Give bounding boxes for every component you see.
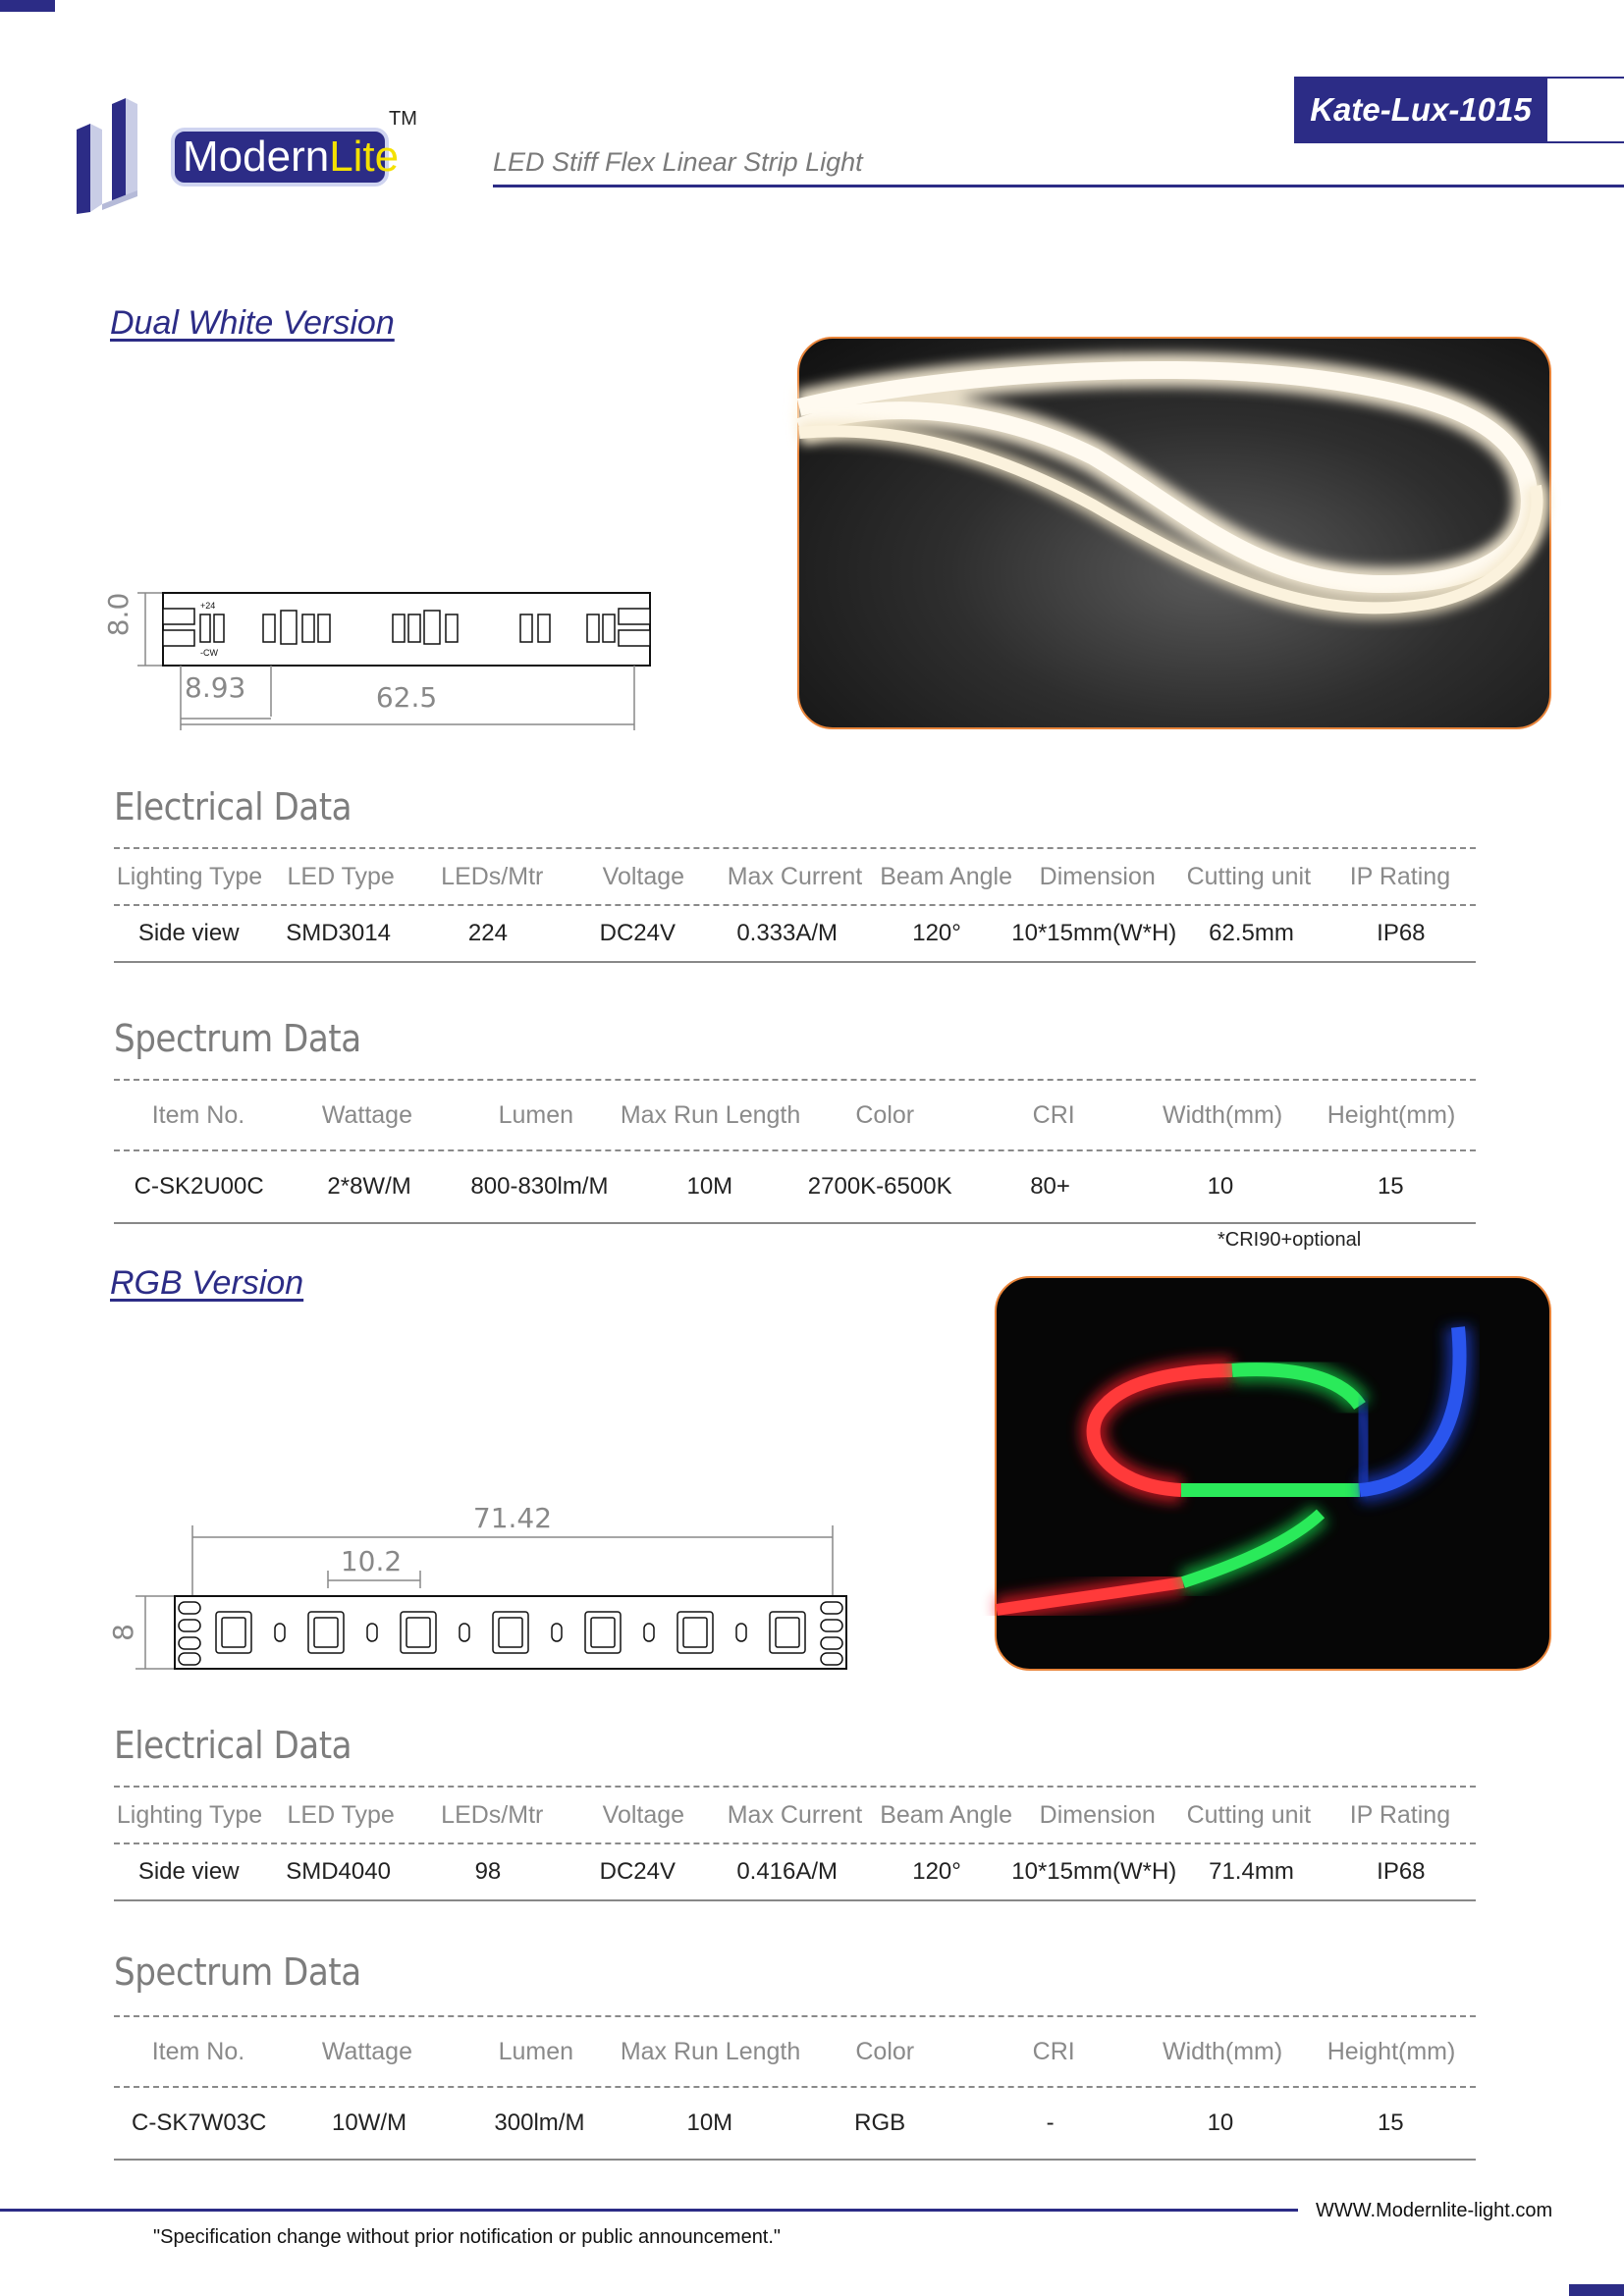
col-header: Cutting unit <box>1186 1800 1312 1829</box>
table-cell: C-SK7W03C <box>132 2109 267 2136</box>
col-header: Lumen <box>498 2037 574 2065</box>
dual-spectrum-title: Spectrum Data <box>114 1017 361 1060</box>
table-cell: 10*15mm(W*H) <box>1011 1858 1177 1885</box>
col-header: Width(mm) <box>1163 2037 1283 2065</box>
table-cell: 10M <box>686 1173 733 1200</box>
col-header: IP Rating <box>1349 862 1451 890</box>
table-row <box>114 906 1476 963</box>
col-header: Beam Angle <box>880 862 1013 890</box>
rgb-electrical-title: Electrical Data <box>114 1724 352 1767</box>
dual-spectrum-table <box>114 1079 1476 1224</box>
rgb-height-label: 8 <box>107 1624 139 1641</box>
table-cell: - <box>1046 2109 1055 2136</box>
corner-accent-top <box>0 0 55 12</box>
footer-disclaimer: "Specification change without prior notification or public announcement." <box>153 2226 782 2248</box>
table-cell: SMD3014 <box>286 920 391 946</box>
product-subtitle: LED Stiff Flex Linear Strip Light <box>493 147 863 177</box>
table-cell: Side view <box>137 920 240 946</box>
col-header: LED Type <box>287 862 395 890</box>
col-header: CRI <box>1032 2037 1075 2065</box>
dual-white-product-photo <box>797 337 1551 729</box>
table-cell: 224 <box>467 920 508 946</box>
dual-electrical-title: Electrical Data <box>114 785 352 828</box>
col-header: IP Rating <box>1349 1800 1451 1829</box>
logo-word-lite: Lite <box>329 133 400 181</box>
table-cell: IP68 <box>1377 920 1426 946</box>
rgb-pitch-label: 10.2 <box>340 1545 403 1577</box>
col-header: Lighting Type <box>116 862 263 890</box>
table-header-row <box>114 1786 1476 1844</box>
table-cell: 98 <box>474 1858 502 1885</box>
table-cell: C-SK2U00C <box>134 1173 264 1200</box>
trademark-mark: TM <box>389 108 417 130</box>
col-header: Width(mm) <box>1163 1100 1283 1129</box>
table-cell: DC24V <box>599 920 676 946</box>
logo-wordmark <box>171 128 400 187</box>
col-header: Max Run Length <box>620 1100 801 1129</box>
table-cell: 0.333A/M <box>736 920 839 946</box>
table-cell: SMD4040 <box>286 1858 391 1885</box>
table-cell: 62.5mm <box>1209 920 1294 946</box>
table-cell: 10M <box>686 2109 733 2136</box>
table-cell: 0.416A/M <box>736 1858 839 1885</box>
table-cell: Side view <box>137 1858 240 1885</box>
logo-word-modern: Modern <box>183 133 330 181</box>
table-cell: 10W/M <box>332 2109 407 2136</box>
table-cell: 10*15mm(W*H) <box>1011 920 1177 946</box>
col-header: LEDs/Mtr <box>441 1800 544 1829</box>
table-cell: 120° <box>912 1858 961 1885</box>
dual-pitch-label: 8.93 <box>185 671 246 704</box>
rgb-cut-label: 71.42 <box>472 1502 553 1534</box>
table-cell: 15 <box>1377 1173 1404 1200</box>
table-cell: 300lm/M <box>494 2109 585 2136</box>
dual-white-version-title: Dual White Version <box>110 304 395 342</box>
rgb-version-title: RGB Version <box>110 1264 304 1302</box>
rgb-electrical-table <box>114 1786 1476 1901</box>
col-header: Lighting Type <box>116 1800 263 1829</box>
model-number-badge <box>1294 77 1547 143</box>
header-rule <box>1547 77 1624 79</box>
table-cell: 71.4mm <box>1209 1858 1294 1885</box>
col-header: Color <box>855 1100 915 1129</box>
col-header: Wattage <box>321 2037 412 2065</box>
col-header: LED Type <box>287 1800 395 1829</box>
col-header: Beam Angle <box>880 1800 1013 1829</box>
rgb-spectrum-title: Spectrum Data <box>114 1950 361 1994</box>
table-header-row <box>114 847 1476 906</box>
table-cell: 2700K-6500K <box>807 1173 952 1200</box>
table-cell: 10 <box>1207 1173 1234 1200</box>
rgb-strip-image <box>997 1278 1549 1669</box>
col-header: Max Run Length <box>620 2037 801 2065</box>
dual-cut-label: 62.5 <box>375 681 438 714</box>
col-header: Wattage <box>321 1100 412 1129</box>
table-cell: 120° <box>912 920 961 946</box>
col-header: Item No. <box>151 2037 245 2065</box>
dual-white-dimension-diagram <box>102 579 666 736</box>
col-header: Cutting unit <box>1186 862 1312 890</box>
col-header: Voltage <box>602 862 685 890</box>
table-row <box>114 2088 1476 2161</box>
header-rule <box>1547 141 1624 143</box>
table-header-row <box>114 1079 1476 1151</box>
table-cell: 2*8W/M <box>327 1173 411 1200</box>
col-header: Dimension <box>1039 862 1156 890</box>
logo-bars-icon <box>77 94 171 218</box>
cri-footnote: *CRI90+optional <box>1218 1229 1362 1251</box>
col-header: LEDs/Mtr <box>441 862 544 890</box>
table-cell: IP68 <box>1377 1858 1426 1885</box>
dual-plus-marking: +24 <box>200 601 216 611</box>
col-header: Max Current <box>727 862 863 890</box>
rgb-spectrum-table <box>114 2015 1476 2161</box>
model-number: Kate-Lux-1015 <box>1310 91 1532 128</box>
col-header: Color <box>855 2037 915 2065</box>
col-header: Height(mm) <box>1326 1100 1456 1129</box>
subtitle-rule <box>493 185 1624 187</box>
table-cell: DC24V <box>599 1858 676 1885</box>
footer-rule <box>0 2209 1298 2212</box>
col-header: Voltage <box>602 1800 685 1829</box>
col-header: Max Current <box>727 1800 863 1829</box>
table-cell: 80+ <box>1030 1173 1070 1200</box>
col-header: Height(mm) <box>1326 2037 1456 2065</box>
footer-website: WWW.Modernlite-light.com <box>1316 2200 1553 2221</box>
table-cell: RGB <box>854 2109 906 2136</box>
dual-minus-marking: -CW <box>200 648 218 658</box>
table-row <box>114 1844 1476 1901</box>
rgb-dimension-diagram <box>106 1498 862 1675</box>
dual-white-strip-image <box>799 339 1549 727</box>
dual-height-label: 8.0 <box>102 592 135 637</box>
col-header: CRI <box>1032 1100 1075 1129</box>
dual-electrical-table <box>114 847 1476 963</box>
col-header: Lumen <box>498 1100 574 1129</box>
brand-logo <box>77 94 420 218</box>
col-header: Dimension <box>1039 1800 1156 1829</box>
table-cell: 10 <box>1207 2109 1234 2136</box>
col-header: Item No. <box>151 1100 245 1129</box>
corner-accent-bottom <box>1569 2284 1624 2296</box>
table-cell: 800-830lm/M <box>470 1173 609 1200</box>
table-cell: 15 <box>1377 2109 1404 2136</box>
rgb-product-photo <box>995 1276 1551 1671</box>
table-header-row <box>114 2015 1476 2088</box>
table-row <box>114 1151 1476 1224</box>
